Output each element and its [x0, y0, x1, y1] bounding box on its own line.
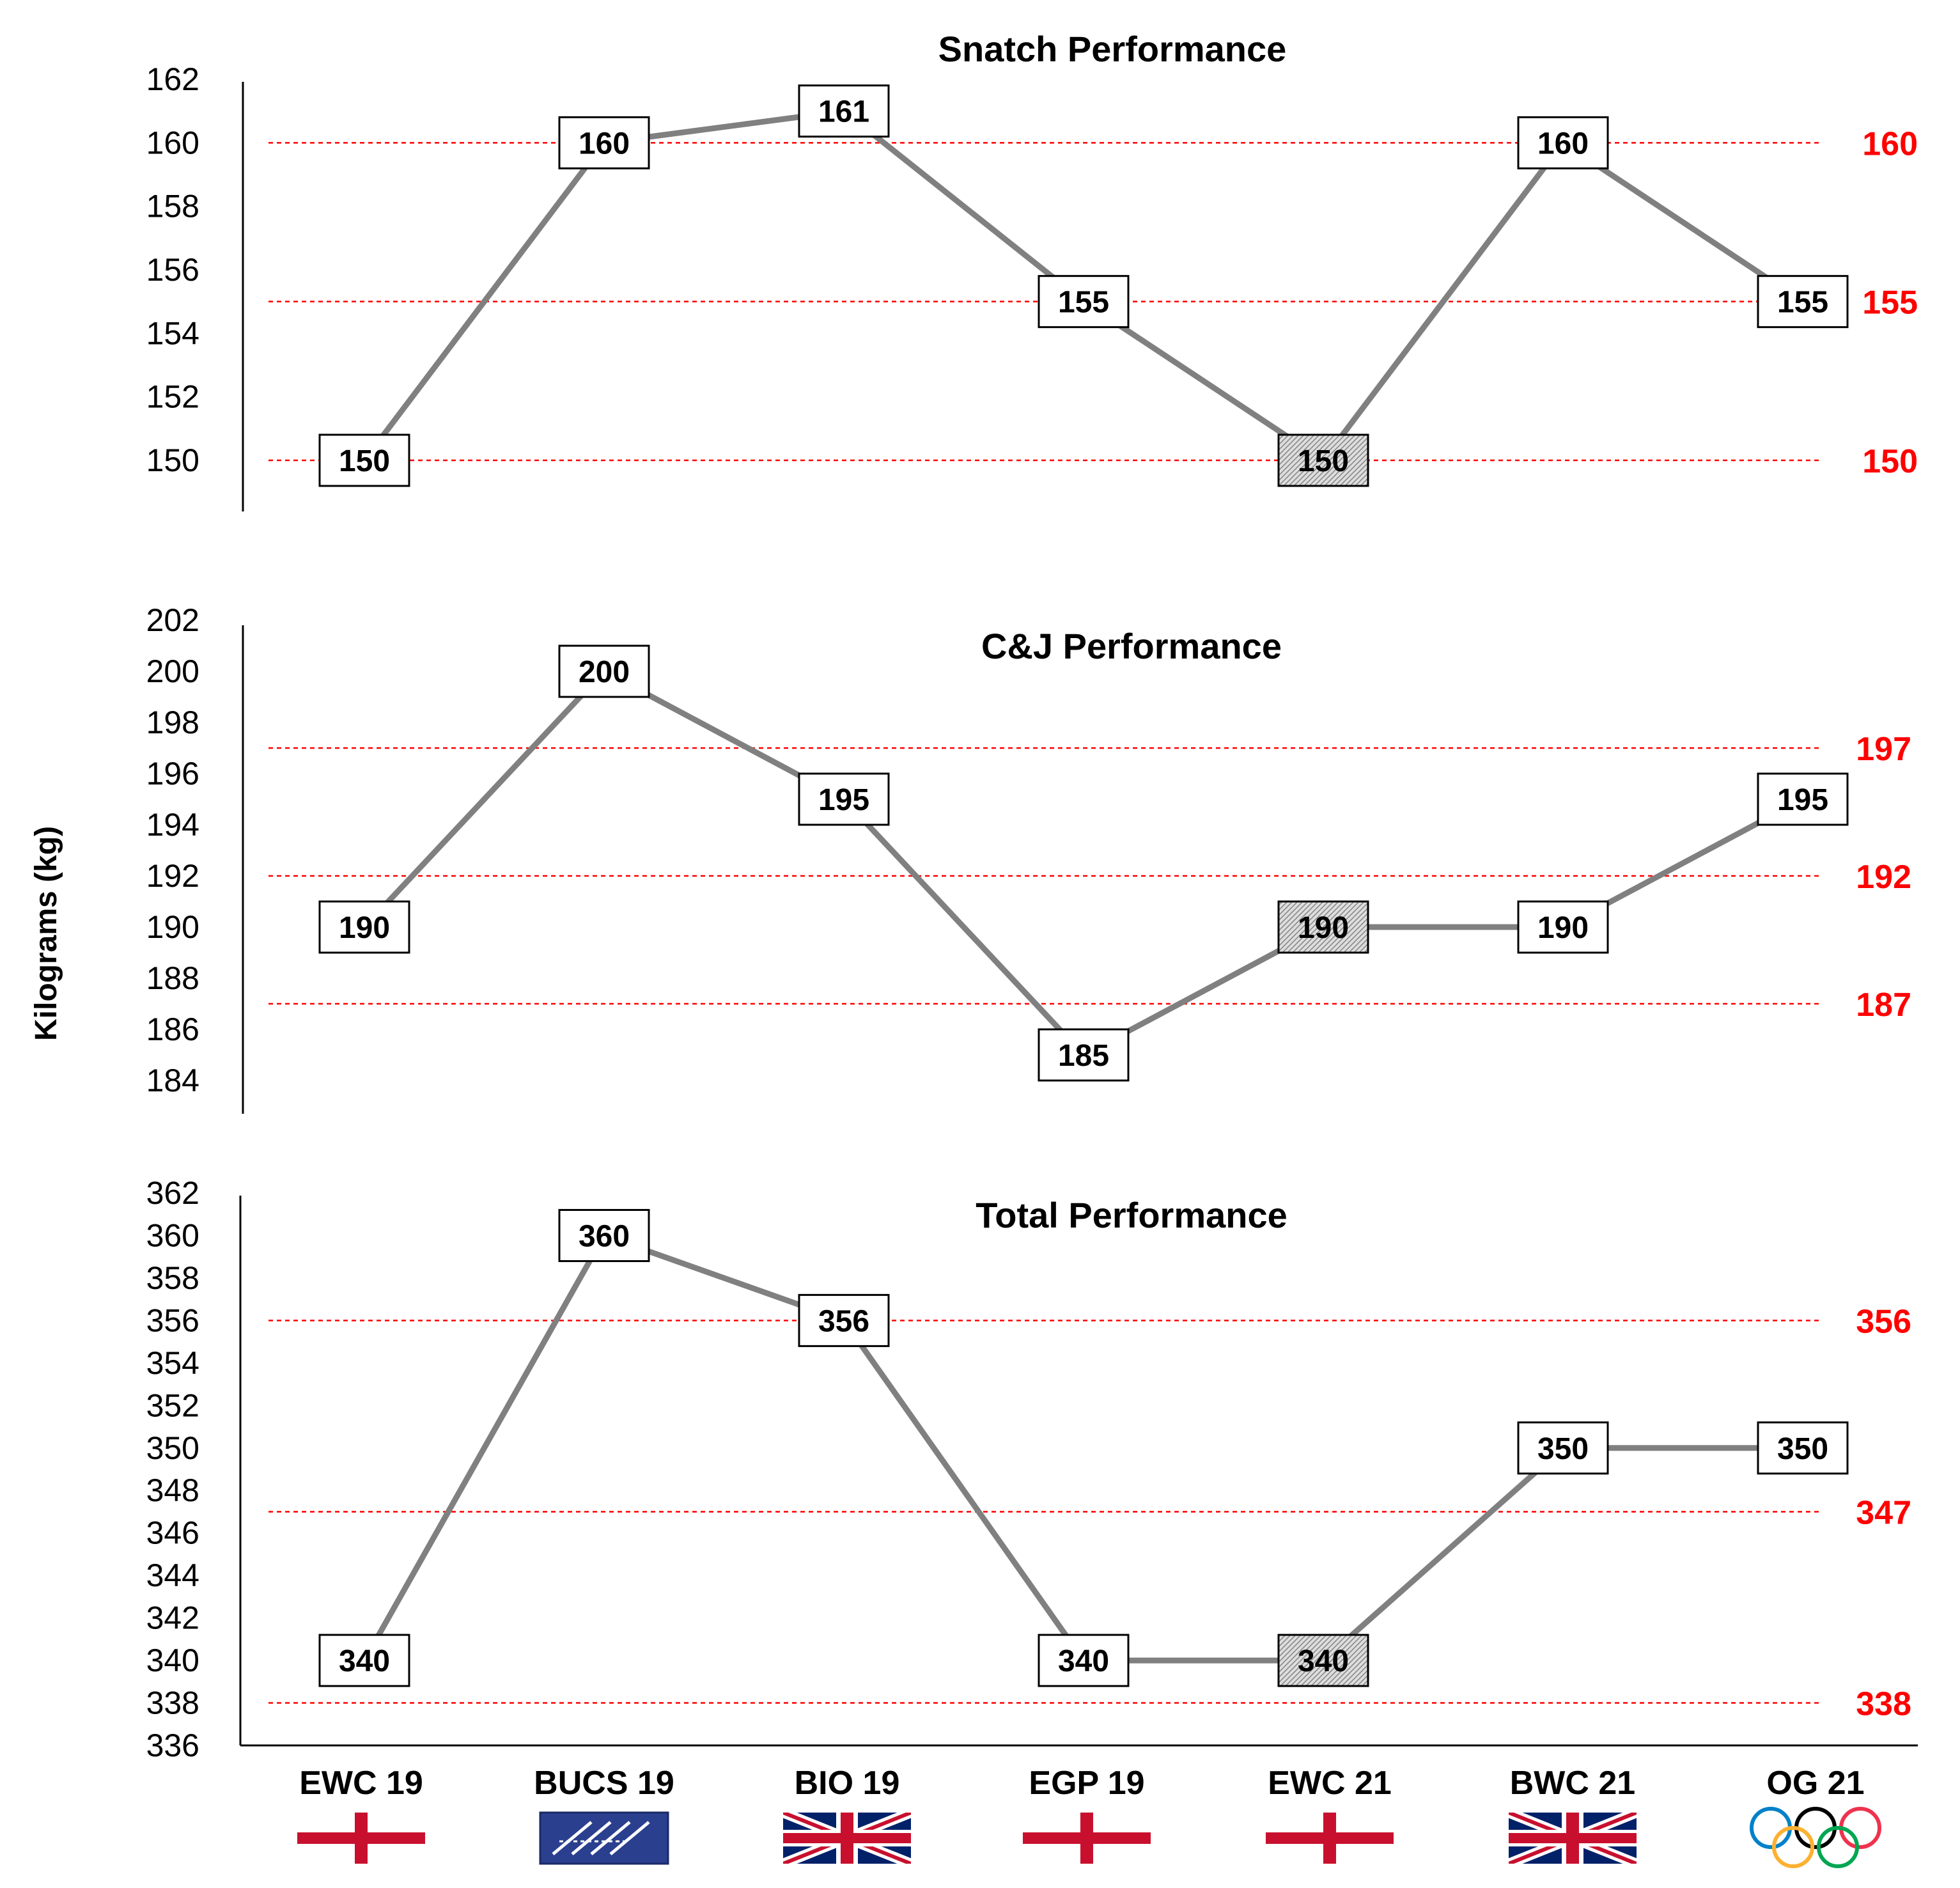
y-tick-label: 356 — [146, 1302, 199, 1339]
data-label: 356 — [818, 1304, 870, 1339]
y-tick-label: 200 — [146, 653, 199, 689]
y-tick-label: 190 — [146, 909, 199, 945]
data-label: 200 — [578, 655, 630, 689]
reference-line-label: 150 — [1862, 443, 1918, 480]
data-point — [1758, 774, 1847, 825]
data-label: 340 — [1057, 1644, 1110, 1679]
reference-line-label: 187 — [1856, 987, 1911, 1024]
y-tick-label: 156 — [146, 252, 199, 288]
data-label: 160 — [1537, 127, 1589, 161]
data-point — [559, 646, 649, 697]
y-tick-label: 340 — [146, 1642, 199, 1679]
y-tick-label: 192 — [146, 858, 199, 894]
y-tick-label: 160 — [146, 125, 199, 161]
chart-title: Total Performance — [976, 1195, 1287, 1235]
data-point — [799, 86, 889, 137]
data-label: 150 — [1297, 444, 1349, 478]
reference-line-label: 160 — [1862, 125, 1918, 163]
y-tick-label: 354 — [146, 1345, 199, 1381]
england-flag-icon — [1266, 1813, 1394, 1864]
data-point — [1039, 1029, 1128, 1081]
chart-title: Snatch Performance — [938, 29, 1287, 69]
data-point — [1039, 276, 1128, 327]
data-label: 195 — [818, 783, 870, 817]
panel-1 — [146, 602, 1911, 1114]
y-tick-label: 196 — [146, 756, 199, 792]
bucs-flag-icon — [540, 1813, 668, 1864]
data-label: 340 — [338, 1644, 391, 1679]
y-tick-label: 350 — [146, 1430, 199, 1466]
y-tick-label: 154 — [146, 315, 199, 352]
data-label: 350 — [1537, 1432, 1589, 1466]
y-tick-label: 360 — [146, 1217, 199, 1254]
x-tick-label: BUCS 19 — [534, 1765, 674, 1802]
data-label: 190 — [1297, 911, 1349, 945]
data-point — [320, 435, 409, 486]
data-point — [799, 1295, 889, 1346]
y-tick-label: 184 — [146, 1063, 199, 1098]
data-label: 360 — [578, 1219, 630, 1254]
y-tick-label: 346 — [146, 1515, 199, 1551]
y-tick-label: 162 — [146, 61, 199, 97]
data-point — [1758, 1423, 1847, 1474]
data-point — [320, 1635, 409, 1686]
y-tick-label: 336 — [146, 1728, 199, 1763]
x-tick-label: EGP 19 — [1029, 1765, 1145, 1802]
data-label: 195 — [1777, 783, 1829, 817]
y-tick-label: 348 — [146, 1472, 199, 1509]
data-point — [1279, 901, 1368, 953]
y-tick-label: 342 — [146, 1600, 199, 1636]
data-label: 190 — [338, 911, 391, 945]
uk-flag-icon — [783, 1813, 911, 1864]
data-point — [1518, 901, 1608, 953]
y-tick-label: 188 — [146, 960, 199, 996]
panel-0 — [146, 29, 1918, 511]
reference-line-label: 356 — [1856, 1303, 1911, 1341]
y-tick-label: 344 — [146, 1557, 199, 1594]
y-tick-label: 186 — [146, 1011, 199, 1047]
data-label: 190 — [1537, 911, 1589, 945]
x-tick-label: BIO 19 — [794, 1765, 900, 1802]
england-flag-icon — [297, 1813, 425, 1864]
data-point — [1758, 276, 1847, 327]
chart-title: C&J Performance — [981, 626, 1282, 666]
reference-line-label: 192 — [1856, 859, 1911, 896]
y-tick-label: 352 — [146, 1387, 199, 1424]
data-point — [559, 117, 649, 168]
reference-line-label: 155 — [1862, 284, 1918, 322]
y-tick-label: 362 — [146, 1175, 199, 1211]
y-axis-label: Kilograms (kg) — [29, 825, 63, 1042]
data-label: 150 — [338, 444, 391, 478]
data-point — [799, 774, 889, 825]
data-point — [559, 1210, 649, 1261]
data-label: 155 — [1057, 285, 1110, 320]
series-line — [364, 671, 1803, 1055]
data-label: 350 — [1777, 1432, 1829, 1466]
reference-line-label: 197 — [1856, 731, 1911, 768]
y-tick-label: 338 — [146, 1685, 199, 1721]
data-label: 185 — [1057, 1039, 1110, 1073]
panel-2 — [146, 1175, 1911, 1763]
uk-flag-icon — [1509, 1813, 1637, 1864]
data-label: 161 — [818, 95, 870, 129]
y-tick-label: 150 — [146, 442, 199, 478]
data-point — [1279, 435, 1368, 486]
y-tick-label: 358 — [146, 1260, 199, 1296]
x-tick-label: EWC 21 — [1268, 1765, 1392, 1802]
data-label: 155 — [1777, 285, 1829, 320]
data-point — [1518, 1423, 1608, 1474]
data-point — [1279, 1635, 1368, 1686]
data-label: 340 — [1297, 1644, 1349, 1679]
y-tick-label: 194 — [146, 807, 199, 843]
data-point — [1518, 117, 1608, 168]
y-tick-label: 158 — [146, 188, 199, 224]
x-tick-label: EWC 19 — [299, 1765, 423, 1802]
data-point — [1039, 1635, 1128, 1686]
olympic-rings-icon — [1752, 1809, 1879, 1866]
y-tick-label: 202 — [146, 602, 199, 638]
y-tick-label: 198 — [146, 705, 199, 740]
x-tick-label: BWC 21 — [1509, 1765, 1636, 1802]
reference-line-label: 347 — [1856, 1494, 1911, 1532]
y-tick-label: 152 — [146, 378, 199, 415]
data-point — [320, 901, 409, 953]
x-tick-label: OG 21 — [1766, 1765, 1865, 1802]
england-flag-icon — [1023, 1813, 1151, 1864]
data-label: 160 — [578, 127, 630, 161]
reference-line-label: 338 — [1856, 1685, 1911, 1723]
